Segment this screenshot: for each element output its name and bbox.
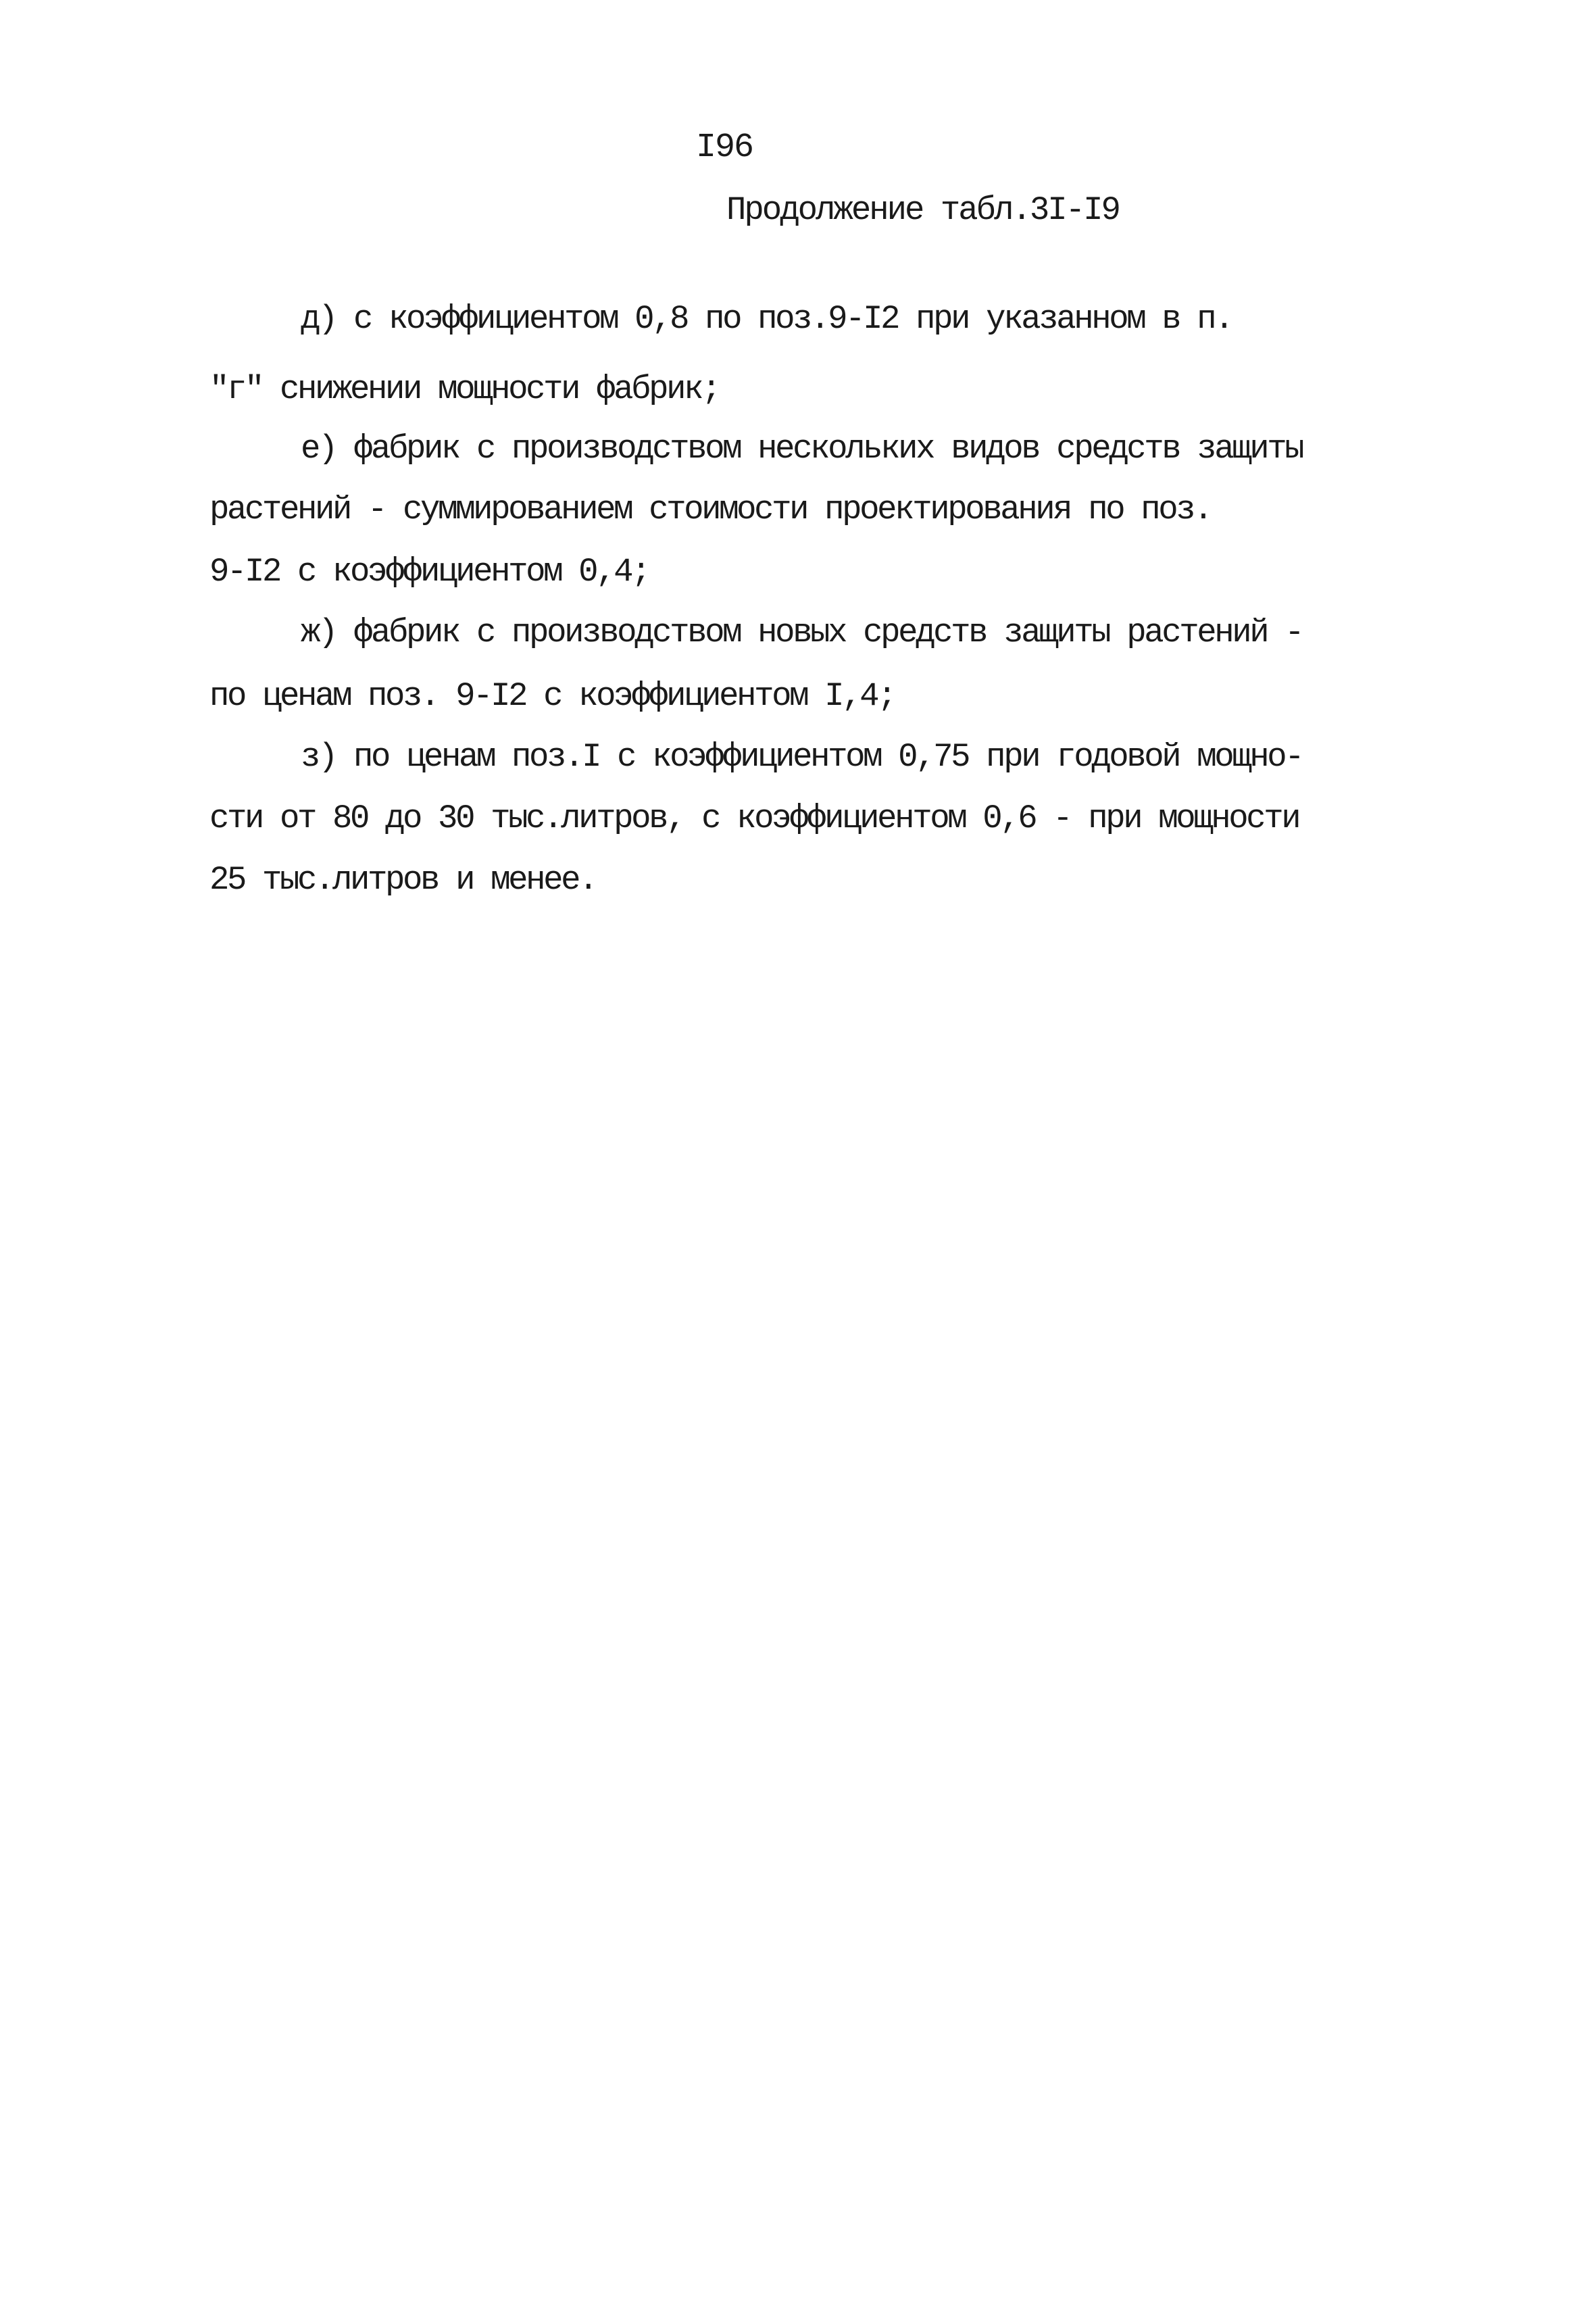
body-line: "г" снижении мощности фабрик; [209,370,720,408]
page-number: I96 [696,128,753,167]
body-line: д) с коэффициентом 0,8 по поз.9-I2 при указанном в п. [301,300,1232,338]
body-line: растений - суммированием стоимости проектирования по поз. [209,491,1212,528]
table-continuation-label: Продолжение табл.3I-I9 [726,191,1119,229]
body-line: е) фабрик с производством нескольких видов средств защиты [301,430,1303,468]
body-line: 9-I2 с коэффициентом 0,4; [209,553,649,591]
body-line: з) по ценам поз.I с коэффициентом 0,75 при годовой мощно- [301,738,1303,776]
body-line: ж) фабрик с производством новых средств защиты растений - [301,614,1303,651]
body-line: сти от 80 до 30 тыс.литров, с коэффициентом 0,6 - при мощности [209,799,1299,837]
body-line: 25 тыс.литров и менее. [209,861,597,899]
body-line: по ценам поз. 9-I2 с коэффициентом I,4; [209,677,895,715]
